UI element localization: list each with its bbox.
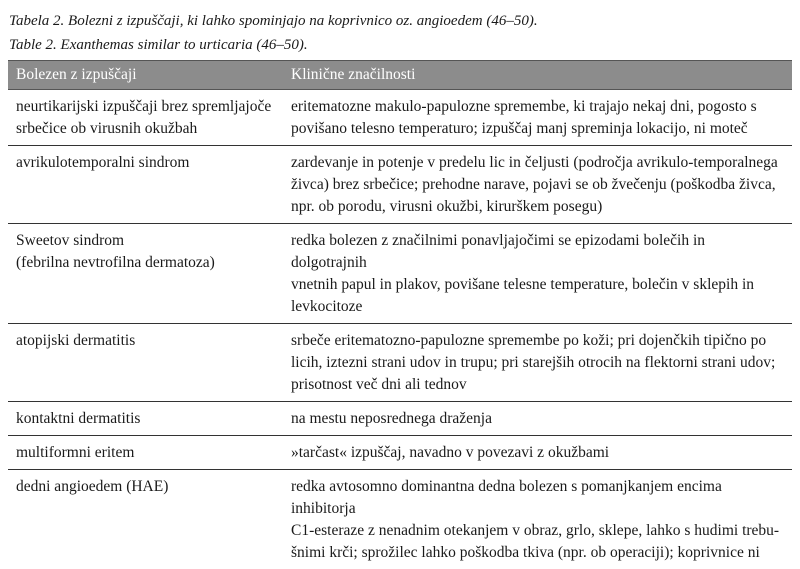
features-text-line: »tarčast« izpuščaj, navadno v povezavi z okužbami xyxy=(291,444,609,461)
table-caption-english: Table 2. Exanthemas similar to urticaria (46–50). xyxy=(9,36,308,54)
disease-cell xyxy=(8,324,283,402)
disease-text-line: avrikulotemporalni sindrom xyxy=(16,154,189,171)
features-text-line: redka avtosomno dominantna dedna bolezen s pomanjkanjem encima inhibitorja xyxy=(291,478,722,517)
differential-diagnosis-table xyxy=(8,60,792,569)
clinical-features-cell xyxy=(283,402,792,436)
table-row xyxy=(8,402,792,436)
features-text-line: na mestu neposrednega draženja xyxy=(291,410,492,427)
table-row xyxy=(8,324,792,402)
features-text-line: živca) brez srbečice; prehodne narave, pojavi se ob žvečenju (poškodba živca, xyxy=(291,176,776,193)
features-text-line: povišano telesno temperaturo; izpuščaj manj spreminja lokacijo, ni moteč xyxy=(291,120,748,137)
features-text-line: srbeče eritematozno-papulozne spremembe po koži; pri dojenčkih tipično po xyxy=(291,332,766,349)
table-row xyxy=(8,436,792,470)
table-row xyxy=(8,470,792,569)
header-disease: Bolezen z izpuščaji xyxy=(8,61,283,90)
table-row xyxy=(8,146,792,224)
clinical-features-cell xyxy=(283,224,792,324)
table-body xyxy=(8,90,792,569)
table-header-row xyxy=(8,61,792,90)
disease-text-line: neurtikarijski izpuščaji brez spremljajoče xyxy=(16,98,271,115)
disease-text-line: multiformni eritem xyxy=(16,444,134,461)
disease-cell xyxy=(8,224,283,324)
disease-text-line: (febrilna nevtrofilna dermatoza) xyxy=(16,254,215,271)
features-text-line: šnimi krči; sprožilec lahko poškodba tkiva (npr. ob operaciji); koprivnice ni xyxy=(291,544,760,561)
features-text-line: npr. ob porodu, virusni okužbi, kirurškem posegu) xyxy=(291,198,602,215)
features-text-line: C1-esteraze z nenadnim otekanjem v obraz, grlo, sklepe, lahko s hudimi trebu- xyxy=(291,522,779,539)
disease-text-line: atopijski dermatitis xyxy=(16,332,135,349)
features-text-line: vnetnih papul in plakov, povišane telesne temperature, bolečin v sklepih in xyxy=(291,276,754,293)
clinical-features-cell xyxy=(283,436,792,470)
clinical-features-cell xyxy=(283,324,792,402)
disease-text-line: dedni angioedem (HAE) xyxy=(16,478,168,495)
clinical-features-cell xyxy=(283,90,792,146)
disease-text-line: kontaktni dermatitis xyxy=(16,410,140,427)
header-clinical-features: Klinične značilnosti xyxy=(283,61,792,90)
features-text-line: prisotnost več dni ali tednov xyxy=(291,376,467,393)
disease-cell xyxy=(8,146,283,224)
features-text-line: levkocitoze xyxy=(291,298,362,315)
disease-cell xyxy=(8,90,283,146)
table-row xyxy=(8,224,792,324)
disease-text-line: srbečice ob virusnih okužbah xyxy=(16,120,197,137)
features-text-line: zardevanje in potenje v predelu lic in čeljusti (področja avrikulo-temporalnega xyxy=(291,154,778,171)
table-caption-slovenian: Tabela 2. Bolezni z izpuščaji, ki lahko spominjajo na koprivnico oz. angioedem (46–50). xyxy=(9,12,538,30)
table-row xyxy=(8,90,792,146)
disease-cell xyxy=(8,436,283,470)
features-text-line: licih, iztezni strani udov in trupu; pri starejših otrocih na flektorni strani udov; xyxy=(291,354,775,371)
clinical-features-cell xyxy=(283,146,792,224)
features-text-line: eritematozne makulo-papulozne spremembe, ki trajajo nekaj dni, pogosto s xyxy=(291,98,757,115)
disease-cell xyxy=(8,470,283,569)
features-text-line: redka bolezen z značilnimi ponavljajočimi se epizodami bolečih in dolgotrajnih xyxy=(291,232,705,271)
disease-cell xyxy=(8,402,283,436)
disease-text-line: Sweetov sindrom xyxy=(16,232,124,249)
clinical-features-cell xyxy=(283,470,792,569)
